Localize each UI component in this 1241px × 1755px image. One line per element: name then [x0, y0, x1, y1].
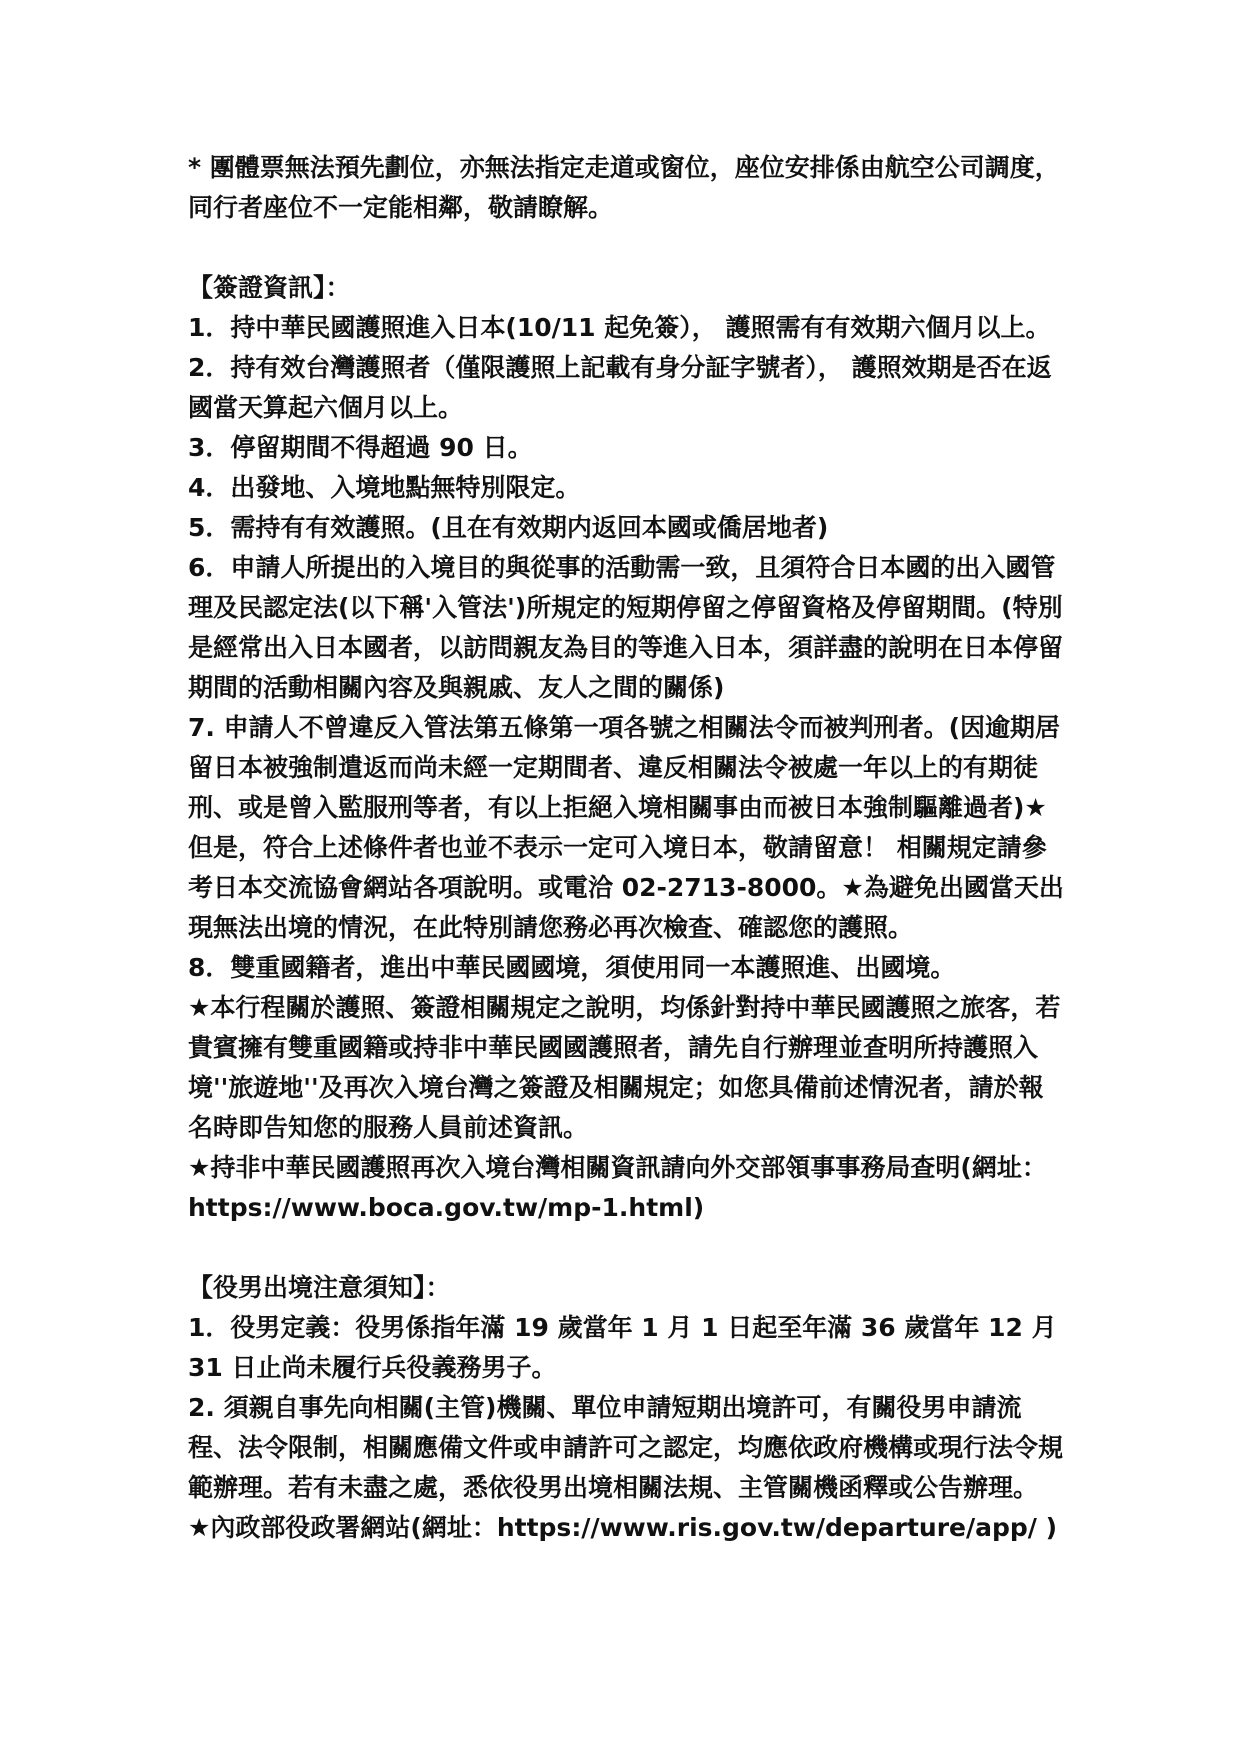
visa-item-7: 7. 申請人不曾違反入管法第五條第一項各號之相關法令而被判刑者。(因逾期居留日本被強制遣返而尚未經一定期間者、違反相關法令被處一年以上的有期徒刑、或是曾入監服刑等者，有以上拒絕入境相關事由而被日本強制驅離過者)★但是，符合上述條件者也並不表示一定可入境日本，敬請留意！ 相關規定請參考日本交流協會網站各項說明。或電洽 02-2713-8000。★為避免出國當天出現無法出境的情況，在此特別請您務必再次檢查、確認您的護照。: [188, 713, 1064, 942]
spacer: [188, 228, 1068, 268]
visa-dual-nationality-note: ★本行程關於護照、簽證相關規定之說明，均係針對持中華民國護照之旅客，若貴賓擁有雙重國籍或持非中華民國國護照者，請先自行辦理並查明所持護照入境''旅遊地''及再次入境台灣之簽證及相關規定；如您具備前述情況者，請於報名時即告知您的服務人員前述資訊。: [188, 993, 1061, 1142]
visa-item-5: 5．需持有有效護照。(且在有效期内返回本國或僑居地者): [188, 513, 829, 542]
visa-boca-link-note: ★持非中華民國護照再次入境台灣相關資訊請向外交部領事事務局查明(網址：https://www.boca.gov.tw/mp-1.html): [188, 1153, 1047, 1222]
visa-item-4: 4．出發地、入境地點無特別限定。: [188, 473, 581, 502]
document-body: [188, 148, 1068, 1548]
military-heading: 【役男出境注意須知】：: [188, 1273, 451, 1302]
military-ris-link-note: ★內政部役政署網站(網址：https://www.ris.gov.tw/departure/app/ ): [188, 1513, 1058, 1542]
visa-item-8: 8．雙重國籍者，進出中華民國國境，須使用同一本護照進、出國境。: [188, 953, 956, 982]
visa-heading: 【簽證資訊】：: [188, 273, 351, 302]
visa-item-6: 6．申請人所提出的入境目的與從事的活動需一致，且須符合日本國的出入國管理及民認定法(以下稱'入管法')所規定的短期停留之停留資格及停留期間。(特別是經常出入日本國者，以訪問親友為目的等進入日本，須詳盡的說明在日本停留期間的活動相關內容及與親戚、友人之間的關係): [188, 553, 1064, 702]
visa-item-2: 2．持有效台灣護照者（僅限護照上記載有身分証字號者）， 護照效期是否在返國當天算起六個月以上。: [188, 353, 1052, 422]
military-item-1: 1．役男定義：役男係指年滿 19 歲當年 1 月 1 日起至年滿 36 歲當年 12 月 31 日止尚未履行兵役義務男子。: [188, 1313, 1057, 1382]
visa-item-3: 3．停留期間不得超過 90 日。: [188, 433, 533, 462]
visa-item-1: 1．持中華民國護照進入日本(10/11 起免簽）， 護照需有有效期六個月以上。: [188, 313, 1051, 342]
seat-notice: * 團體票無法預先劃位，亦無法指定走道或窗位，座位安排係由航空公司調度，同行者座位不一定能相鄰，敬請瞭解。: [188, 153, 1060, 222]
military-item-2: 2. 須親自事先向相關(主管)機關、單位申請短期出境許可，有關役男申請流程、法令限制，相關應備文件或申請許可之認定，均應依政府機構或現行法令規範辦理。若有未盡之處，悉依役男出境相關法規、主管關機函釋或公告辦理。: [188, 1393, 1064, 1502]
spacer: [188, 1228, 1068, 1268]
